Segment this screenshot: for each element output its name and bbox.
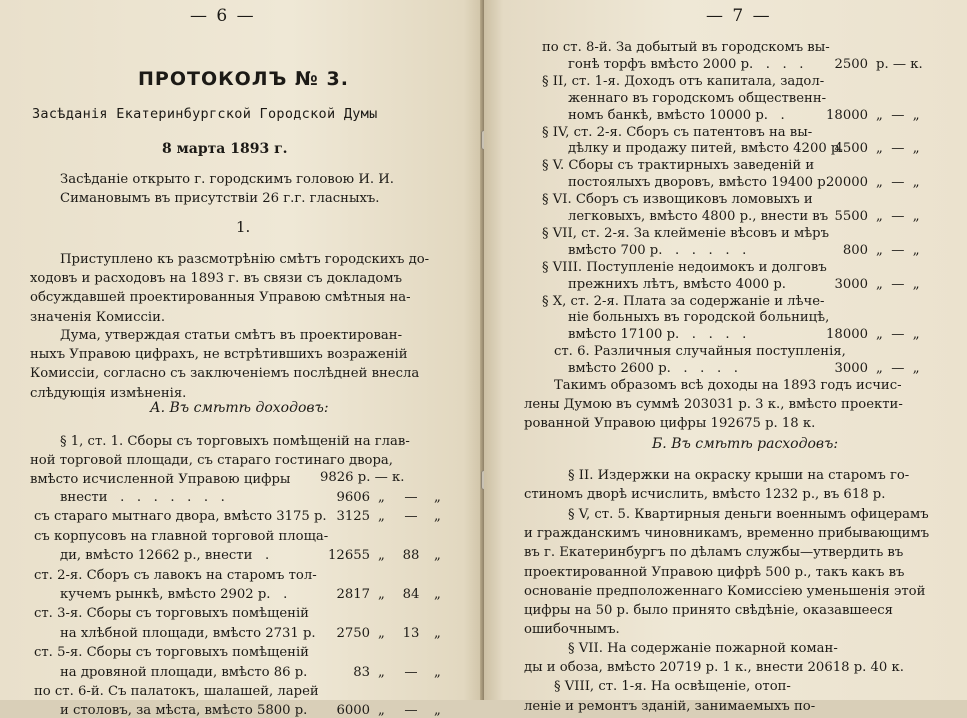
text-line: значенія Комиссіи. — [30, 309, 166, 325]
ledger-amount: 2750 — [336, 625, 370, 641]
text-line: обсуждавшей проектированныя Управою смѣтныя на- — [30, 290, 411, 306]
ledger-ditto-rub: „ — [378, 703, 385, 718]
text-line: рованной Управою цифры 192675 р. 18 к. — [524, 416, 816, 432]
ledger-ditto-rub: „ — [378, 509, 385, 525]
text-line: вмѣсто исчисленной Управою цифры — [30, 472, 291, 488]
ledger-amount: 2817 — [336, 587, 370, 602]
ledger-ditto-rub: „ — [378, 625, 385, 641]
text-line: ошибочнымъ. — [524, 622, 620, 638]
ledger-line-text: вмѣсто 700 р. . . . . . — [568, 242, 747, 258]
ledger-ditto: р. — к. — [876, 56, 923, 72]
ledger-ditto: „ — „ — [876, 107, 920, 123]
ledger-line-text: съ стараго мытнаго двора, вмѣсто 3175 р. — [34, 509, 327, 525]
ledger-line-text: ст. 6. Различныя случайныя поступленія, — [554, 344, 846, 360]
ledger-ditto-kop: „ — [434, 664, 441, 680]
ledger-ditto-kop: „ — [434, 490, 441, 505]
paragraph-b3 — [524, 639, 904, 716]
text-line: Приступлено къ разсмотрѣнію смѣтъ городскихъ до- — [60, 252, 430, 267]
paragraph-b2 — [524, 505, 929, 639]
text-line: слѣдующія измѣненія. — [30, 385, 187, 401]
ledger-ditto-rub: „ — [378, 548, 385, 564]
text-line: § V, ст. 5. Квартирныя деньги военнымъ офицерамъ — [568, 507, 929, 522]
page-number: — 6 — — [190, 6, 256, 26]
ledger-ditto-rub: „ — [378, 587, 385, 602]
left-page — [0, 0, 483, 718]
text-line: цифры на 50 р. было принято свѣдѣніе, оказавшееся — [524, 603, 893, 619]
ledger-amount: 5500 — [834, 209, 868, 224]
ledger-line-text: прежнихъ лѣтъ, вмѣсто 4000 р. — [568, 276, 786, 292]
ledger-ditto: „ — „ — [876, 141, 920, 157]
ledger-ditto: „ — „ — [876, 276, 920, 292]
ledger-line-text: § IV, ст. 2-я. Сборъ съ патентовъ на вы- — [542, 124, 813, 140]
ledger-amount: 4500 — [834, 141, 868, 157]
text-line: Комиссіи, согласно съ заключеніемъ послѣдней внесла — [30, 366, 420, 382]
text-line: ныхъ Управою цифрахъ, не встрѣтившихъ возраженій — [30, 347, 408, 363]
text-line: § VII. На содержаніе пожарной коман- — [568, 641, 838, 656]
ledger-ditto-rub: „ — [378, 490, 385, 505]
ledger-line-text: и столовъ, за мѣста, вмѣсто 5800 р. — [60, 703, 308, 718]
section-number: 1. — [236, 218, 251, 236]
ledger-line-text: женнаго въ городскомъ общественн- — [568, 90, 827, 106]
heading-expenses: Б. Въ смѣтѣ расходовъ: — [652, 436, 839, 452]
amount-cell: 9826 р. — к. — [320, 470, 405, 485]
ledger-line-text: вмѣсто 2600 р. . . . . — [568, 361, 738, 377]
ledger-amount: 9606 — [336, 490, 370, 505]
ledger-amount: 20000 — [826, 175, 868, 191]
ledger-ditto-kop: „ — [434, 703, 441, 718]
page-number: — 7 — — [706, 6, 772, 26]
ledger-line-text: ст. 2-я. Сборъ съ лавокъ на старомъ тол- — [34, 567, 317, 583]
ledger-line-text: § X, ст. 2-я. Плата за содержаніе и лѣче- — [542, 293, 825, 309]
ledger-amount: 3125 — [336, 509, 370, 525]
ledger-line-text: § VII, ст. 2-я. За клейменіе вѣсовъ и мѣръ — [542, 225, 830, 241]
ledger-line-text: кучемъ рынкѣ, вмѣсто 2902 р. . — [60, 587, 288, 602]
ledger-ditto-kop: „ — [434, 587, 441, 602]
text-line: Дума, утверждая статьи смѣтъ въ проектирован- — [60, 328, 403, 343]
ledger-amount: 18000 — [826, 327, 868, 343]
ledger-ditto: „ — „ — [876, 361, 920, 377]
protocol-title: ПРОТОКОЛЪ № 3. — [138, 68, 349, 90]
opening-paragraph — [60, 170, 394, 208]
text-line: § 1, ст. 1. Сборы съ торговыхъ помѣщеній на глав- — [60, 434, 410, 449]
ledger-ditto-rub: „ — [378, 664, 385, 680]
text-line: § VIII, ст. 1-я. На освѣщеніе, отоп- — [554, 679, 791, 695]
ledger-line-text: § VI. Сборъ съ извощиковъ ломовыхъ и — [542, 192, 813, 208]
text-line: § II. Издержки на окраску крыши на старомъ го- — [568, 468, 910, 483]
ledger-kop: — — [404, 664, 418, 680]
ledger-kop: 13 — [402, 625, 420, 641]
ledger-line-text: на дровяной площади, вмѣсто 86 р. — [60, 664, 308, 680]
text-line: леніе и ремонтъ зданій, занимаемыхъ по- — [524, 698, 816, 714]
ledger-ditto-kop: „ — [434, 625, 441, 641]
paragraph-1 — [30, 250, 429, 327]
ledger-ditto: „ — „ — [876, 175, 920, 191]
ledger-ditto-kop: „ — [434, 509, 441, 525]
ledger-line-text: номъ банкѣ, вмѣсто 10000 р. . — [568, 107, 785, 123]
ledger-amount: 18000 — [826, 107, 868, 123]
ledger-amount: 83 — [353, 664, 370, 680]
ledger-amount: 800 — [842, 242, 868, 258]
ledger-line-text: § V. Сборы съ трактирныхъ заведеній и — [542, 158, 815, 174]
ledger-line-text: § II, ст. 1-я. Доходъ отъ капитала, задол- — [542, 73, 825, 89]
ledger-kop: — — [404, 509, 418, 525]
ledger-line-text: постоялыхъ дворовъ, вмѣсто 19400 р. — [568, 175, 830, 191]
ledger-kop: 88 — [402, 548, 420, 564]
paragraph-2 — [30, 326, 419, 403]
text-line: проектированной Управою цифрѣ 500 р., такъ какъ въ — [524, 564, 905, 580]
ledger-ditto-kop: „ — [434, 548, 441, 564]
ledger-line-text: ст. 5-я. Сборы съ торговыхъ помѣщеній — [34, 645, 309, 661]
text-line: Засѣданіе открыто г. городскимъ головою И. И. — [60, 172, 394, 187]
text-line: основаніе предположеннаго Комиссіею уменьшенія этой — [524, 583, 926, 599]
ledger-line-text: по ст. 6-й. Съ палатокъ, шалашей, ларей — [34, 684, 319, 699]
text-line: и гражданскимъ чиновникамъ, временно прибывающимъ — [524, 526, 930, 542]
text-line: ды и обоза, вмѣсто 20719 р. 1 к., внести 20618 р. 40 к. — [524, 660, 904, 676]
text-line: ходовъ и расходовъ на 1893 г. въ связи съ докладомъ — [30, 271, 402, 287]
ledger-line-text: ніе больныхъ въ городской больницѣ, — [568, 310, 830, 326]
ledger-line-text: на хлѣбной площади, вмѣсто 2731 р. — [60, 625, 316, 641]
ledger-amount: 3000 — [834, 276, 868, 292]
ledger-line-text: легковыхъ, вмѣсто 4800 р., внести въ — [568, 209, 829, 224]
ledger-amount: 6000 — [336, 703, 370, 718]
ledger-ditto: „ — „ — [876, 242, 920, 258]
paragraph-b1 — [524, 466, 909, 504]
text-line: Симановымъ въ присутствіи 26 г.г. гласныхъ. — [60, 191, 380, 207]
protocol-subtitle: Засѣданія Екатеринбургской Городской Думы — [32, 106, 378, 122]
text-line: ной торговой площади, съ стараго гостинаго двора, — [30, 453, 393, 469]
ledger-line-text: ди, вмѣсто 12662 р., внести . — [60, 548, 270, 564]
ledger-line-text: съ корпусовъ на главной торговой площа- — [34, 528, 329, 544]
ledger-amount: 12655 — [328, 548, 370, 564]
text-line: въ г. Екатеринбургъ по дѣламъ службы—утвердить въ — [524, 545, 904, 561]
ledger-line-text: гонѣ торфъ вмѣсто 2000 р. . . . — [568, 56, 804, 72]
ledger-amount: 3000 — [834, 361, 868, 377]
summary-paragraph — [524, 376, 903, 434]
text-line: Такимъ образомъ всѣ доходы на 1893 годъ исчис- — [554, 378, 902, 393]
ledger-line-text: внести . . . . . . . — [60, 490, 225, 505]
ledger-line-text: по ст. 8-й. За добытый въ городскомъ вы- — [542, 40, 830, 55]
ledger-line-text: ст. 3-я. Сборы съ торговыхъ помѣщеній — [34, 606, 309, 622]
ledger-ditto: „ — „ — [876, 327, 920, 343]
ledger-kop: — — [404, 703, 418, 718]
ledger-line-text: дѣлку и продажу питей, вмѣсто 4200 р. — [568, 141, 844, 157]
ledger-amount: 2500 — [834, 56, 868, 72]
ledger-ditto: „ — „ — [876, 209, 920, 224]
ledger-line-text: § VIII. Поступленіе недоимокъ и долговъ — [542, 259, 827, 275]
heading-income: А. Въ смѣтѣ доходовъ: — [150, 400, 329, 416]
ledger-kop: 84 — [402, 587, 420, 602]
meeting-date: 8 марта 1893 г. — [162, 141, 288, 157]
text-line: стиномъ дворѣ исчислить, вмѣсто 1232 р., въ 618 р. — [524, 487, 886, 503]
ledger-kop: — — [404, 490, 418, 505]
ledger-line-text: вмѣсто 17100 р. . . . . — [568, 327, 747, 343]
text-line: лены Думою въ суммѣ 203031 р. 3 к., вмѣсто проекти- — [524, 397, 903, 413]
right-page — [484, 0, 967, 714]
